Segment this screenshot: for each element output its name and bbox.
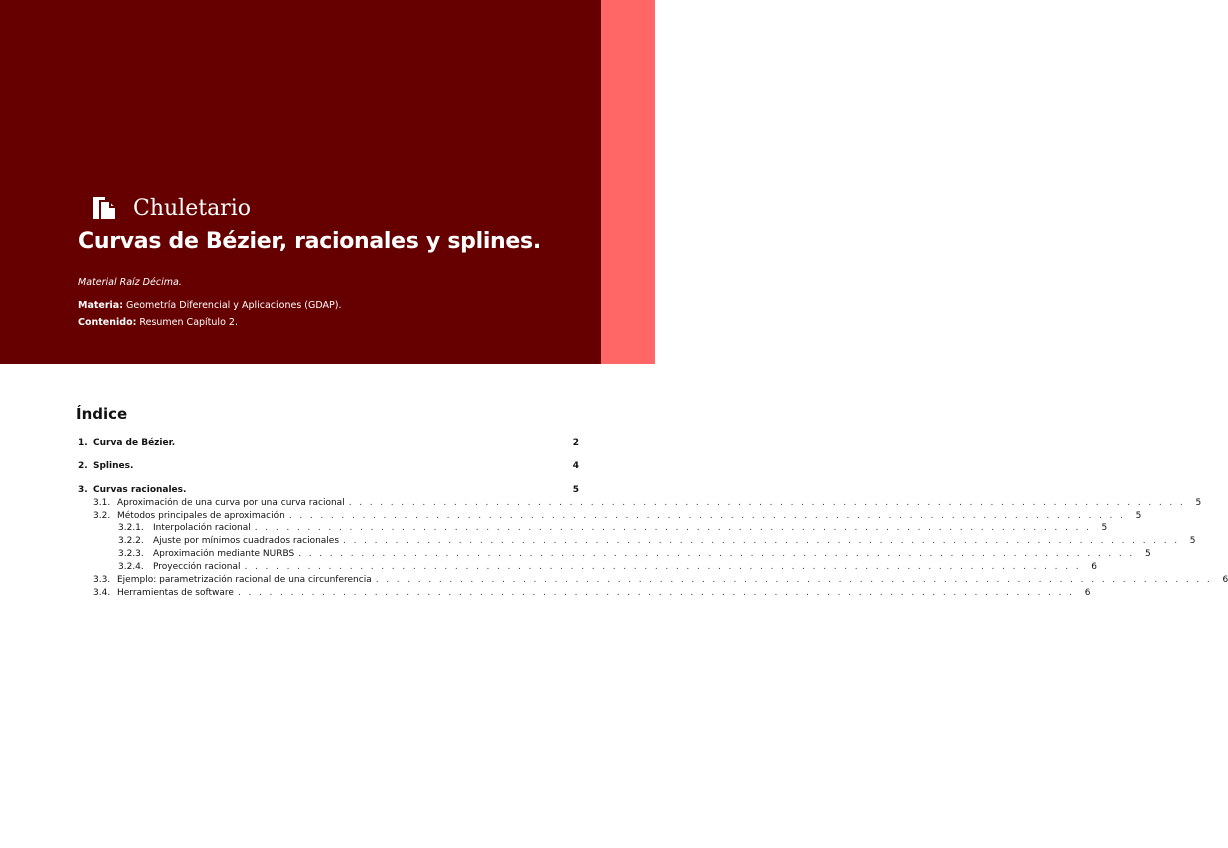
toc-entry-label: Métodos principales de aproximación [117,511,285,521]
toc-heading: Índice [76,405,128,423]
page-title: Curvas de Bézier, racionales y splines. [78,229,541,254]
toc-entry[interactable] [78,574,1228,586]
document-copy-icon [91,195,121,221]
toc-entry-page: 5 [1195,498,1202,508]
toc-entry-number: 3.2.2. [118,536,144,546]
toc-entry-page: 4 [572,461,579,471]
toc-entry-page: 5 [1101,523,1108,533]
toc-entry-number: 3.1. [93,498,111,508]
toc-entry-label: Curvas racionales. [93,485,187,495]
toc-entry-page: 6 [1091,562,1097,572]
toc-leader-dots: . . . . . . . . . . . . . . . . . . . . . . . . . . . . . . . . . . . . . . . . . . . . . . . . . . . . . . . . . . . . . . . . . . . . . . . . . . . . . . . . [348,498,1186,508]
toc-entry-page: 5 [572,485,579,495]
toc-entry-page: 5 [1144,549,1151,559]
toc-leader-dots: . . . . . . . . . . . . . . . . . . . . . . . . . . . . . . . . . . . . . . . . . . . . . . . . . . . . . . . . . . . . . . . . . . . . . . . . . . . . . . . . [343,536,1180,546]
toc-entry-page: 6 [1084,588,1091,598]
accent-strip [601,0,655,364]
toc-entry-page: 2 [572,438,579,448]
toc-entry[interactable] [78,497,1202,509]
toc-leader-dots: . . . . . . . . . . . . . . . . . . . . . . . . . . . . . . . . . . . . . . . . . . . . . . . . . . . . . . . . . . . . . . . . . . . . . . . . . . . . . . . . [288,511,1126,521]
toc-entry-number: 3.2.1. [118,523,144,533]
toc-entry-page: 5 [1189,536,1196,546]
toc-entry-number: 3.3. [93,575,111,585]
toc-entry[interactable] [78,548,1151,560]
toc-entry[interactable] [78,484,579,496]
meta-content-value: Resumen Capítulo 2. [136,317,238,328]
toc-leader-dots: . . . . . . . . . . . . . . . . . . . . . . . . . . . . . . . . . . . . . . . . . . . . . . . . . . . . . . . . . . . . . . . . . . . . . . . . . . . . . . . . [244,562,1081,572]
toc-entry-number: 3. [78,485,88,495]
toc-entry-label: Aproximación mediante NURBS [153,549,295,559]
toc-entry-label: Ajuste por mínimos cuadrados racionales [153,536,340,546]
toc-entry-label: Aproximación de una curva por una curva racional [117,498,345,508]
toc-entry-label: Proyección racional [153,562,241,572]
toc-leader-dots: . . . . . . . . . . . . . . . . . . . . . . . . . . . . . . . . . . . . . . . . . . . . . . . . . . . . . . . . . . . . . . . . . . . . . . . . . . . . . . . . [237,588,1075,598]
meta-content-label: Contenido: [78,317,137,328]
toc-entry-page: 6 [1222,575,1228,585]
subtitle: Material Raíz Décima. [78,277,182,288]
meta-subject-value: Geometría Diferencial y Aplicaciones (GDAP). [123,300,342,311]
toc-leader-dots: . . . . . . . . . . . . . . . . . . . . . . . . . . . . . . . . . . . . . . . . . . . . . . . . . . . . . . . . . . . . . . . . . . . . . . . . . . . . . . . . [375,575,1213,585]
toc-entry-label: Curva de Bézier. [93,438,176,448]
toc-leader-dots: . . . . . . . . . . . . . . . . . . . . . . . . . . . . . . . . . . . . . . . . . . . . . . . . . . . . . . . . . . . . . . . . . . . . . . . . . . . . . . . . [298,549,1135,559]
toc-entry-label: Ejemplo: parametrización racional de una circunferencia [117,575,372,585]
toc-entry[interactable] [78,535,1196,547]
toc-entry-label: Splines. [93,461,134,471]
toc-entry-label: Interpolación racional [153,523,251,533]
toc-entry-number: 3.4. [93,588,111,598]
toc-entry-number: 3.2. [93,511,111,521]
toc-leader-dots: . . . . . . . . . . . . . . . . . . . . . . . . . . . . . . . . . . . . . . . . . . . . . . . . . . . . . . . . . . . . . . . . . . . . . . . . . . . . . . . . [254,523,1092,533]
toc-entry-number: 3.2.3. [118,549,144,559]
meta-content [78,317,238,328]
toc-entry[interactable] [78,587,1091,599]
toc-entry-number: 3.2.4. [118,562,144,572]
toc-entry-label: Herramientas de software [117,588,234,598]
toc-entry[interactable] [78,460,579,472]
toc-entry-page: 5 [1135,511,1142,521]
kicker-label: Chuletario [133,196,251,221]
toc-entry[interactable] [78,561,1097,573]
meta-subject [78,300,341,311]
toc-entry[interactable] [78,437,579,449]
toc-entry[interactable] [78,522,1108,534]
toc-entry[interactable] [78,510,1142,522]
meta-subject-label: Materia: [78,300,123,311]
toc-entry-number: 1. [78,438,88,448]
toc-entry-number: 2. [78,461,88,471]
